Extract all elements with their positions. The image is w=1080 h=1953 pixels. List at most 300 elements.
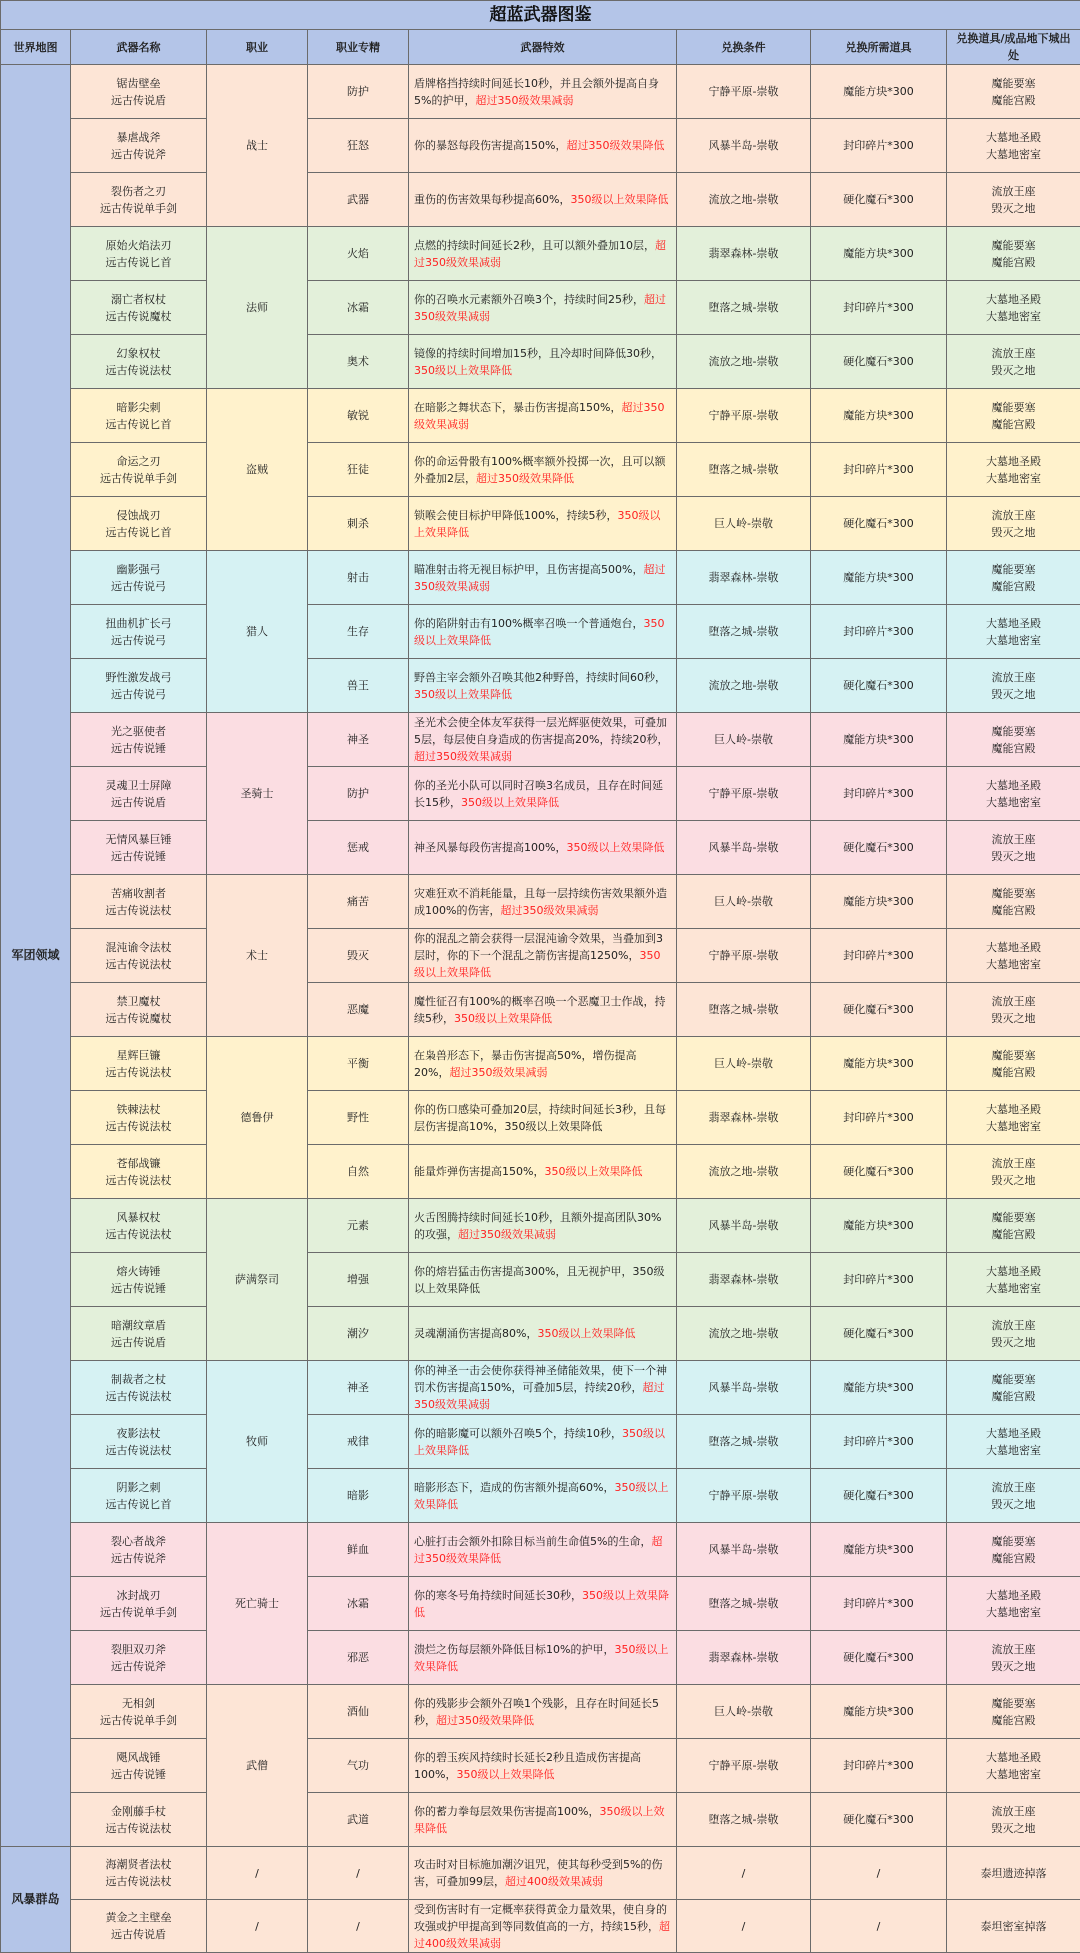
weapon-type: 远古传说法杖 (75, 1388, 202, 1405)
effect-cell (409, 1631, 677, 1685)
effect-cell (409, 65, 677, 119)
drop-cell (947, 65, 1080, 119)
table-row (1, 65, 1080, 119)
item-cell: 硬化魔石*300 (811, 173, 947, 227)
spec-cell: / (308, 1847, 409, 1900)
drop-location: 毁灭之地 (951, 848, 1076, 865)
drop-cell (947, 1469, 1080, 1523)
effect-cell (409, 1253, 677, 1307)
table-row (1, 1685, 1080, 1739)
drop-location: 大墓地圣殿 (951, 129, 1076, 146)
effect-cell (409, 821, 677, 875)
weapon-name: 锯齿壁垒 (75, 75, 202, 92)
item-cell: 魔能方块*300 (811, 1685, 947, 1739)
effect-penalty: 350级以上效果降低 (454, 1012, 552, 1025)
table-row (1, 767, 1080, 821)
drop-location: 毁灭之地 (951, 1820, 1076, 1837)
effect-penalty: 超过350级效果减弱 (475, 94, 573, 107)
effect-penalty: 超过350级效果减弱 (414, 401, 664, 431)
condition-cell: 翡翠森林-崇敬 (677, 551, 811, 605)
condition-cell: 堕落之城-崇敬 (677, 983, 811, 1037)
effect-cell (409, 227, 677, 281)
effect-cell (409, 281, 677, 335)
drop-location: 流放王座 (951, 993, 1076, 1010)
item-cell: 硬化魔石*300 (811, 497, 947, 551)
item-cell: / (811, 1847, 947, 1900)
drop-location: 魔能宫殿 (951, 1388, 1076, 1405)
condition-cell: 巨人岭-崇敬 (677, 875, 811, 929)
weapon-type: 远古传说法杖 (75, 1820, 202, 1837)
weapon-name-cell (71, 443, 207, 497)
item-cell: 魔能方块*300 (811, 875, 947, 929)
spec-cell: 自然 (308, 1145, 409, 1199)
weapon-name-cell (71, 821, 207, 875)
weapon-type: 远古传说法杖 (75, 362, 202, 379)
drop-location: 大墓地密室 (951, 794, 1076, 811)
drop-location: 流放王座 (951, 1803, 1076, 1820)
weapon-name: 夜影法杖 (75, 1425, 202, 1442)
effect-text: 锁喉会使目标护甲降低100%，持续5秒， (414, 509, 617, 522)
weapon-name: 无相剑 (75, 1695, 202, 1712)
effect-cell (409, 119, 677, 173)
class-cell: / (207, 1900, 308, 1953)
drop-location: 流放王座 (951, 1479, 1076, 1496)
effect-penalty: 350级以上效果降低 (414, 509, 660, 539)
effect-cell (409, 389, 677, 443)
effect-text: 心脏打击会额外扣除目标当前生命值5%的生命， (414, 1535, 651, 1548)
spec-cell: 惩戒 (308, 821, 409, 875)
drop-location: 魔能宫殿 (951, 740, 1076, 757)
table-row (1, 1037, 1080, 1091)
effect-penalty: 超过350级效果减弱 (414, 750, 512, 763)
condition-cell: 风暴半岛-崇敬 (677, 821, 811, 875)
spec-cell: 冰霜 (308, 1577, 409, 1631)
item-cell: 硬化魔石*300 (811, 659, 947, 713)
drop-cell (947, 929, 1080, 983)
condition-cell: 流放之地-崇敬 (677, 659, 811, 713)
effect-penalty: 超过400级效果减弱 (505, 1875, 603, 1888)
weapon-type: 远古传说法杖 (75, 1172, 202, 1189)
effect-text: 你的圣光小队可以同时召唤3名成员，且存在时间延长15秒， (414, 779, 663, 809)
item-cell: 硬化魔石*300 (811, 1307, 947, 1361)
effect-cell (409, 1199, 677, 1253)
header-condition: 兑换条件 (677, 30, 811, 65)
item-cell: 魔能方块*300 (811, 1037, 947, 1091)
table-row (1, 1091, 1080, 1145)
effect-penalty: 超过350级效果减弱 (449, 1066, 547, 1079)
effect-text: 在枭兽形态下，暴击伤害提高50%，增伤提高20%， (414, 1049, 636, 1079)
drop-location: 毁灭之地 (951, 1496, 1076, 1513)
drop-cell (947, 335, 1080, 389)
drop-location: 流放王座 (951, 1155, 1076, 1172)
spec-cell: 元素 (308, 1199, 409, 1253)
condition-cell: 流放之地-崇敬 (677, 173, 811, 227)
weapon-name-cell (71, 767, 207, 821)
drop-cell (947, 1631, 1080, 1685)
weapon-name: 金刚藤手杖 (75, 1803, 202, 1820)
drop-cell (947, 1037, 1080, 1091)
weapon-type: 远古传说法杖 (75, 1873, 202, 1890)
drop-location: 大墓地密室 (951, 470, 1076, 487)
effect-penalty: 350级以上效果降低 (544, 1165, 642, 1178)
weapon-type: 远古传说单手剑 (75, 1712, 202, 1729)
effect-penalty: 超过350级效果减弱 (414, 1381, 664, 1411)
header-drop: 兑换道具/成品地下城出处 (947, 30, 1080, 65)
weapon-type: 远古传说法杖 (75, 1226, 202, 1243)
drop-cell (947, 497, 1080, 551)
drop-location: 大墓地圣殿 (951, 777, 1076, 794)
item-cell: 封印碎片*300 (811, 281, 947, 335)
drop-location: 魔能要塞 (951, 885, 1076, 902)
item-cell: 封印碎片*300 (811, 119, 947, 173)
item-cell: 封印碎片*300 (811, 1091, 947, 1145)
table-row (1, 929, 1080, 983)
drop-location: 魔能要塞 (951, 399, 1076, 416)
drop-cell (947, 1415, 1080, 1469)
effect-cell (409, 875, 677, 929)
drop-location: 大墓地密室 (951, 1604, 1076, 1621)
drop-cell (947, 1847, 1080, 1900)
table-row (1, 443, 1080, 497)
drop-cell (947, 821, 1080, 875)
table-row (1, 497, 1080, 551)
weapon-name: 海潮贤者法杖 (75, 1856, 202, 1873)
effect-cell (409, 1900, 677, 1953)
condition-cell: 翡翠森林-崇敬 (677, 1253, 811, 1307)
class-cell: 圣骑士 (207, 713, 308, 875)
item-cell: 硬化魔石*300 (811, 335, 947, 389)
condition-cell: / (677, 1900, 811, 1953)
weapon-type: 远古传说魔杖 (75, 1010, 202, 1027)
table-row (1, 1847, 1080, 1900)
spec-cell: 邪恶 (308, 1631, 409, 1685)
table-row (1, 1415, 1080, 1469)
weapon-name-cell (71, 389, 207, 443)
effect-cell (409, 1577, 677, 1631)
drop-location: 流放王座 (951, 345, 1076, 362)
table-row (1, 1361, 1080, 1415)
weapon-name-cell (71, 551, 207, 605)
drop-cell (947, 227, 1080, 281)
item-cell: 封印碎片*300 (811, 929, 947, 983)
effect-text: 能量炸弹伤害提高150%， (414, 1165, 544, 1178)
weapon-name: 侵蚀战刃 (75, 507, 202, 524)
table-row (1, 1739, 1080, 1793)
condition-cell: 堕落之城-崇敬 (677, 605, 811, 659)
effect-cell (409, 1685, 677, 1739)
drop-location: 毁灭之地 (951, 1658, 1076, 1675)
spec-cell: 兽王 (308, 659, 409, 713)
weapon-name: 命运之刃 (75, 453, 202, 470)
drop-cell (947, 875, 1080, 929)
drop-location: 魔能要塞 (951, 1533, 1076, 1550)
item-cell: 硬化魔石*300 (811, 1145, 947, 1199)
effect-text: 你的命运骨骰有100%概率额外投掷一次，且可以额外叠加2层， (414, 455, 665, 485)
drop-location: 流放王座 (951, 669, 1076, 686)
drop-location: 大墓地密室 (951, 1442, 1076, 1459)
effect-cell (409, 551, 677, 605)
weapon-name-cell (71, 1631, 207, 1685)
header-class: 职业 (207, 30, 308, 65)
table-row (1, 659, 1080, 713)
effect-penalty: 超过350级效果降低 (414, 1535, 662, 1565)
weapon-name-cell (71, 1577, 207, 1631)
drop-location: 大墓地圣殿 (951, 1587, 1076, 1604)
spec-cell: 神圣 (308, 713, 409, 767)
weapon-type: 远古传说盾 (75, 92, 202, 109)
weapon-name: 禁卫魔杖 (75, 993, 202, 1010)
header-effect: 武器特效 (409, 30, 677, 65)
drop-location: 大墓地密室 (951, 146, 1076, 163)
weapon-name-cell (71, 1253, 207, 1307)
spec-cell: 狂徒 (308, 443, 409, 497)
weapon-name-cell (71, 1793, 207, 1847)
item-cell: 魔能方块*300 (811, 227, 947, 281)
effect-text: 你的碧玉疾风持续时长延长2秒且造成伤害提高100%， (414, 1751, 641, 1781)
drop-location: 毁灭之地 (951, 1010, 1076, 1027)
effect-text: 溃烂之伤每层额外降低目标10%的护甲， (414, 1643, 614, 1656)
effect-text: 你的陷阱射击有100%概率召唤一个普通炮台， (414, 617, 643, 630)
item-cell: 封印碎片*300 (811, 1577, 947, 1631)
drop-location: 魔能要塞 (951, 1209, 1076, 1226)
drop-location: 大墓地圣殿 (951, 1425, 1076, 1442)
table-row (1, 713, 1080, 767)
effect-penalty: 350级以上效果降低 (414, 617, 664, 647)
effect-cell (409, 1847, 677, 1900)
drop-location: 魔能要塞 (951, 1695, 1076, 1712)
weapon-name: 黄金之主壁垒 (75, 1909, 202, 1926)
weapon-name: 幻象权杖 (75, 345, 202, 362)
effect-penalty: 350级以上效果降低 (414, 949, 660, 979)
drop-cell (947, 1900, 1080, 1953)
weapon-name: 灵魂卫士屏障 (75, 777, 202, 794)
weapon-type: 远古传说弓 (75, 578, 202, 595)
drop-location: 大墓地密室 (951, 632, 1076, 649)
class-cell: 战士 (207, 65, 308, 227)
item-cell: 封印碎片*300 (811, 1253, 947, 1307)
effect-text: 镜像的持续时间增加15秒，且冷却时间降低30秒， (414, 347, 662, 360)
item-cell: 封印碎片*300 (811, 605, 947, 659)
drop-location: 魔能要塞 (951, 237, 1076, 254)
spec-cell: 平衡 (308, 1037, 409, 1091)
table-row (1, 119, 1080, 173)
drop-location: 魔能宫殿 (951, 1064, 1076, 1081)
condition-cell: 堕落之城-崇敬 (677, 1415, 811, 1469)
drop-location: 大墓地圣殿 (951, 453, 1076, 470)
drop-cell (947, 713, 1080, 767)
effect-penalty: 350级以上效果降低 (566, 841, 664, 854)
effect-text: 暗影形态下，造成的伤害额外提高60%， (414, 1481, 614, 1494)
condition-cell: 风暴半岛-崇敬 (677, 1199, 811, 1253)
item-cell: 魔能方块*300 (811, 65, 947, 119)
spec-cell: 刺杀 (308, 497, 409, 551)
drop-location: 大墓地圣殿 (951, 1749, 1076, 1766)
weapon-name-cell (71, 713, 207, 767)
weapon-name: 暗潮纹章盾 (75, 1317, 202, 1334)
drop-cell (947, 389, 1080, 443)
weapon-type: 远古传说匕首 (75, 416, 202, 433)
effect-penalty: 超过350级效果减弱 (458, 1228, 556, 1241)
table-row (1, 281, 1080, 335)
spec-cell: 武器 (308, 173, 409, 227)
drop-cell (947, 1091, 1080, 1145)
item-cell: 硬化魔石*300 (811, 821, 947, 875)
effect-penalty: 350级以上效果降低 (570, 193, 668, 206)
weapon-type: 远古传说匕首 (75, 254, 202, 271)
weapon-type: 远古传说锤 (75, 740, 202, 757)
condition-cell: 翡翠森林-崇敬 (677, 1091, 811, 1145)
weapon-type: 远古传说单手剑 (75, 1604, 202, 1621)
effect-cell (409, 1091, 677, 1145)
spec-cell: 野性 (308, 1091, 409, 1145)
table-row (1, 983, 1080, 1037)
effect-text: 神圣风暴每段伤害提高100%， (414, 841, 566, 854)
effect-text: 你的召唤水元素额外召唤3个，持续时间25秒， (414, 293, 644, 306)
table-row (1, 821, 1080, 875)
spec-cell: / (308, 1900, 409, 1953)
weapon-name: 暴虐战斧 (75, 129, 202, 146)
weapon-name-cell (71, 929, 207, 983)
effect-penalty: 超过400级效果减弱 (414, 1920, 670, 1950)
drop-cell (947, 443, 1080, 497)
spec-cell: 防护 (308, 767, 409, 821)
effect-text: 灵魂潮涌伤害提高80%， (414, 1327, 537, 1340)
weapon-name: 冰封战刃 (75, 1587, 202, 1604)
weapon-type: 远古传说锤 (75, 1280, 202, 1297)
condition-cell: 流放之地-崇敬 (677, 1307, 811, 1361)
table-row (1, 1253, 1080, 1307)
effect-text: 攻击时对目标施加潮汐诅咒，使其每秒受到5%的伤害，可叠加99层， (414, 1858, 662, 1888)
drop-location: 大墓地密室 (951, 1766, 1076, 1783)
weapon-type: 远古传说匕首 (75, 1496, 202, 1513)
condition-cell: 巨人岭-崇敬 (677, 497, 811, 551)
weapon-name-cell (71, 659, 207, 713)
drop-location: 大墓地密室 (951, 1118, 1076, 1135)
table-row (1, 875, 1080, 929)
effect-cell (409, 1037, 677, 1091)
weapon-type: 远古传说法杖 (75, 902, 202, 919)
header-weapon-name: 武器名称 (71, 30, 207, 65)
drop-location: 大墓地圣殿 (951, 939, 1076, 956)
effect-penalty: 350级以上效果降低 (414, 688, 512, 701)
region-cell: 军团领域 (1, 65, 71, 1847)
weapon-name: 飓风战锤 (75, 1749, 202, 1766)
effect-text: 灾难狂欢不消耗能量，且每一层持续伤害效果额外造成100%的伤害， (414, 887, 667, 917)
weapon-name-cell (71, 605, 207, 659)
item-cell: 魔能方块*300 (811, 713, 947, 767)
effect-penalty: 超过350级效果减弱 (500, 904, 598, 917)
spec-cell: 恶魔 (308, 983, 409, 1037)
spec-cell: 气功 (308, 1739, 409, 1793)
effect-cell (409, 713, 677, 767)
item-cell: 魔能方块*300 (811, 1523, 947, 1577)
weapon-type: 远古传说弓 (75, 686, 202, 703)
spec-cell: 狂怒 (308, 119, 409, 173)
drop-location: 魔能宫殿 (951, 254, 1076, 271)
weapon-type: 远古传说法杖 (75, 1118, 202, 1135)
table-row (1, 227, 1080, 281)
weapon-name-cell (71, 1361, 207, 1415)
effect-cell (409, 443, 677, 497)
class-cell: 武僧 (207, 1685, 308, 1847)
condition-cell: 风暴半岛-崇敬 (677, 1361, 811, 1415)
drop-location: 大墓地圣殿 (951, 291, 1076, 308)
spec-cell: 武道 (308, 1793, 409, 1847)
weapon-type: 远古传说锤 (75, 1766, 202, 1783)
weapon-type: 远古传说锤 (75, 848, 202, 865)
effect-cell (409, 605, 677, 659)
effect-penalty: 超过350级效果减弱 (414, 563, 665, 593)
header-spec: 职业专精 (308, 30, 409, 65)
effect-penalty: 350级以上效果降低 (414, 1427, 665, 1457)
effect-text: 点燃的持续时间延长2秒，且可以额外叠加10层， (414, 239, 655, 252)
header-world-map: 世界地图 (1, 30, 71, 65)
effect-text: 盾牌格挡持续时间延长10秒，并且会额外提高自身5%的护甲， (414, 77, 659, 107)
weapon-name: 星辉巨镰 (75, 1047, 202, 1064)
weapon-name-cell (71, 983, 207, 1037)
class-cell: 萨满祭司 (207, 1199, 308, 1361)
condition-cell: / (677, 1847, 811, 1900)
effect-cell (409, 173, 677, 227)
effect-penalty: 350级以上效果降低 (414, 1805, 664, 1835)
drop-cell (947, 1685, 1080, 1739)
drop-location: 毁灭之地 (951, 686, 1076, 703)
weapon-name: 原始火焰法刃 (75, 237, 202, 254)
class-cell: 术士 (207, 875, 308, 1037)
drop-location: 魔能宫殿 (951, 416, 1076, 433)
effect-penalty: 超过350级效果降低 (476, 472, 574, 485)
drop-location: 魔能宫殿 (951, 1550, 1076, 1567)
weapon-type: 远古传说单手剑 (75, 200, 202, 217)
effect-text: 瞄准射击将无视目标护甲，且伤害提高500%， (414, 563, 643, 576)
condition-cell: 堕落之城-崇敬 (677, 281, 811, 335)
table-row (1, 1523, 1080, 1577)
weapon-name: 制裁者之杖 (75, 1371, 202, 1388)
effect-text: 魔性征召有100%的概率召唤一个恶魔卫士作战，持续5秒， (414, 995, 665, 1025)
weapon-name-cell (71, 875, 207, 929)
weapon-type: 远古传说魔杖 (75, 308, 202, 325)
effect-cell (409, 1307, 677, 1361)
weapon-type: 远古传说单手剑 (75, 470, 202, 487)
weapon-type: 远古传说盾 (75, 1926, 202, 1943)
weapon-name: 裂伤者之刃 (75, 183, 202, 200)
spec-cell: 毁灭 (308, 929, 409, 983)
weapon-name-cell (71, 335, 207, 389)
table-row (1, 1577, 1080, 1631)
effect-penalty: 350级以上效果降低 (414, 364, 512, 377)
table-row (1, 551, 1080, 605)
weapon-name-cell (71, 1199, 207, 1253)
drop-location: 泰坦密室掉落 (951, 1918, 1076, 1935)
item-cell: 魔能方块*300 (811, 551, 947, 605)
effect-text: 圣光术会使全体友军获得一层光辉驱使效果，可叠加5层，每层使自身造成的伤害提高20%，持续20秒， (414, 716, 668, 746)
class-cell: 盗贼 (207, 389, 308, 551)
drop-cell (947, 1253, 1080, 1307)
weapon-type: 远古传说法杖 (75, 956, 202, 973)
effect-penalty: 超过350级效果减弱 (414, 239, 666, 269)
effect-text: 你的熔岩猛击伤害提高300%，且无视护甲，350级以上效果降低 (414, 1265, 664, 1295)
table-row (1, 1469, 1080, 1523)
table-row (1, 1145, 1080, 1199)
table-row (1, 1199, 1080, 1253)
table-row (1, 335, 1080, 389)
drop-cell (947, 119, 1080, 173)
weapon-name-cell (71, 1847, 207, 1900)
drop-location: 大墓地密室 (951, 308, 1076, 325)
drop-location: 魔能要塞 (951, 561, 1076, 578)
effect-text: 你的蓄力拳每层效果伤害提高100%， (414, 1805, 599, 1818)
spec-cell: 敏锐 (308, 389, 409, 443)
